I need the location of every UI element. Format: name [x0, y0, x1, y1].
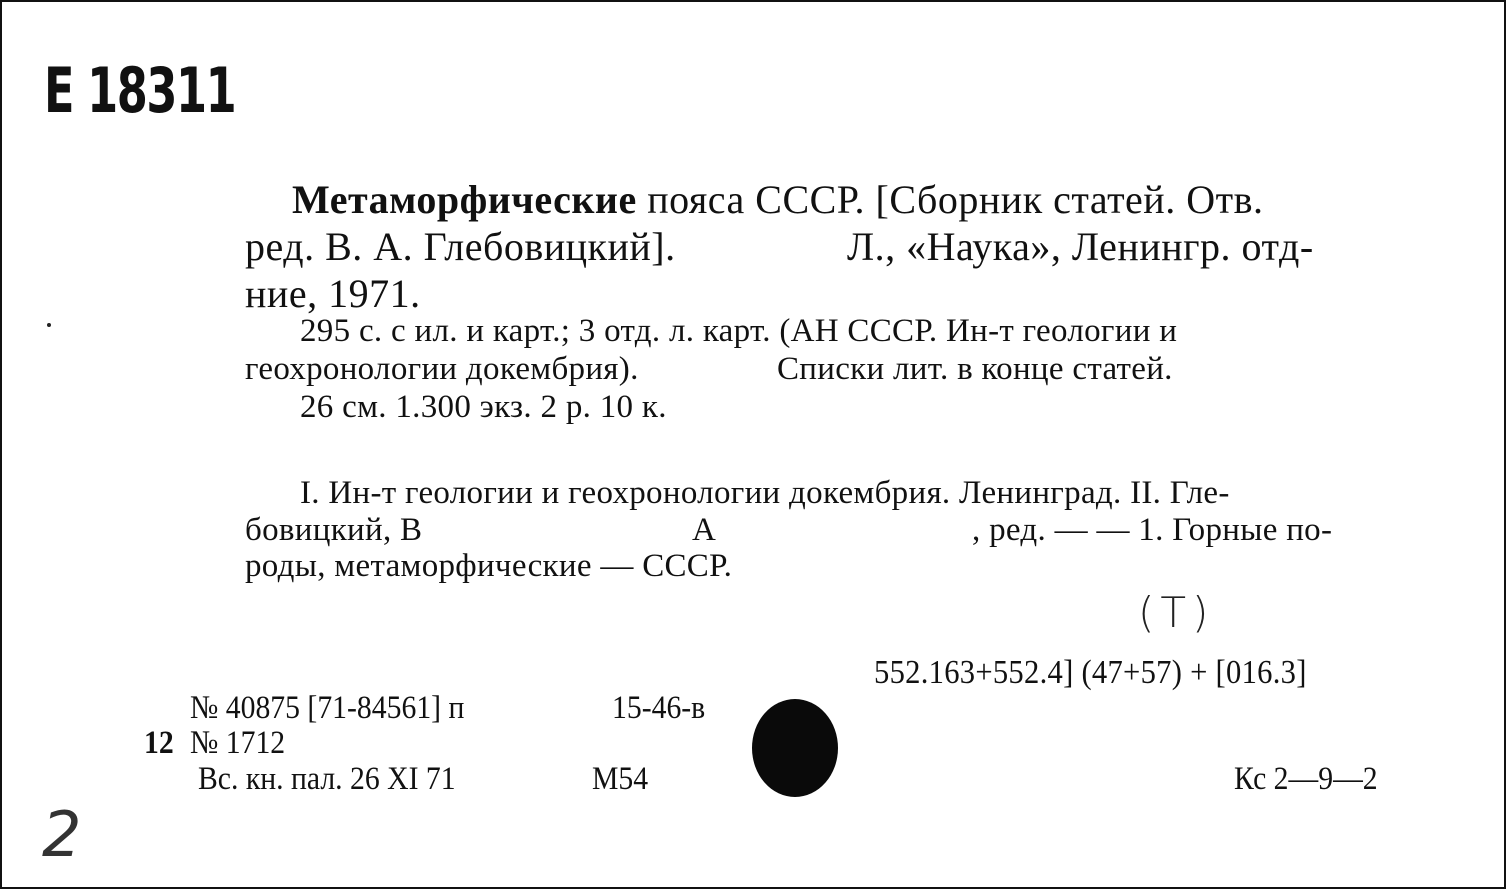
catalog-number: E 18311 — [44, 54, 236, 127]
publisher-line-3-b: М54 — [592, 761, 649, 797]
ink-speck — [47, 323, 51, 327]
udc-index: 552.163+552.4] (47+57) + [016.3] — [874, 654, 1307, 691]
tracings-line-2-b: А — [692, 512, 717, 548]
entry-line-2-right: Л., «Наука», Ленингр. отд- — [847, 224, 1314, 269]
description-line-2-right: Списки лит. в конце статей. — [777, 351, 1173, 387]
entry-title: Метаморфические — [292, 177, 637, 222]
tracings-line-3: роды, метаморфические — СССР. — [245, 548, 733, 584]
price-code: Кс 2—9—2 — [1234, 761, 1378, 797]
publisher-line-2-prefix: 12 — [144, 725, 174, 761]
handwritten-class-note: (Т) — [1138, 588, 1215, 637]
publisher-line-1-a: № 40875 [71-84561] п — [190, 690, 465, 726]
description-line-2-left: геохронологии докембрия). — [245, 351, 639, 387]
publisher-line-2: № 1712 — [190, 725, 286, 761]
publisher-line-1-b: 15-46-в — [612, 690, 706, 726]
entry-title-rest: пояса СССР. [Сборник статей. Отв. — [647, 177, 1264, 222]
punch-hole — [752, 699, 838, 797]
description-line-3: 26 см. 1.300 экз. 2 р. 10 к. — [300, 389, 667, 425]
tracings-line-2-a: бовицкий, В — [245, 512, 423, 548]
entry-line-3: ние, 1971. — [245, 271, 421, 316]
entry-line-1 — [292, 176, 1410, 223]
handwritten-corner-number: 2 — [42, 798, 82, 871]
tracings-line-2-c: , ред. — — 1. Горные по- — [972, 512, 1333, 548]
tracings-line-1: I. Ин-т геологии и геохронологии докембрия. Ленинград. II. Гле- — [300, 475, 1230, 511]
entry-line-2-left: ред. В. А. Глебовицкий]. — [245, 224, 676, 269]
description-line-1: 295 с. с ил. и карт.; 3 отд. л. карт. (АН СССР. Ин-т геологии и — [300, 313, 1178, 349]
publisher-line-3-a: Вс. кн. пал. 26 XI 71 — [198, 761, 456, 797]
